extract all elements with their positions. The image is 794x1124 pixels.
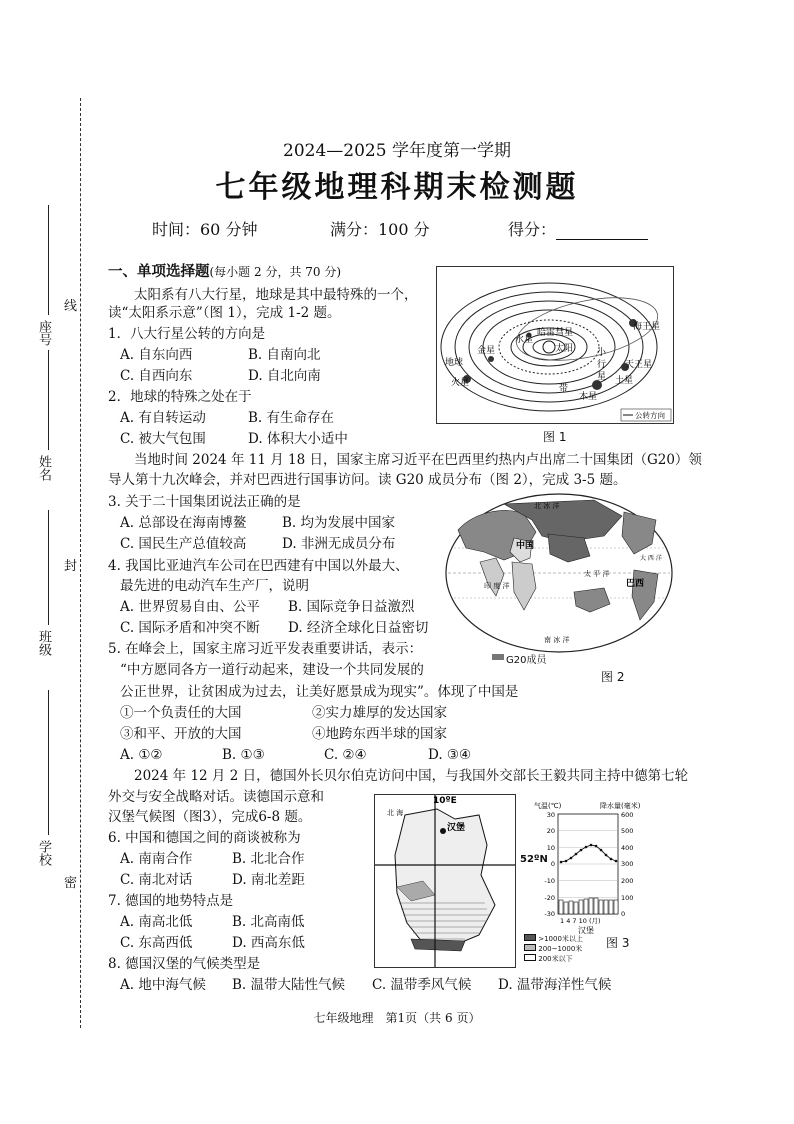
- north-sea-label: 北 海: [387, 809, 404, 817]
- q2-stem: 2．地球的特殊之处在于: [108, 389, 252, 405]
- mercury-label: 水星: [515, 335, 534, 345]
- q5-statement-3: ③和平、开放的大国: [120, 726, 242, 742]
- class-label: 班级: [36, 630, 51, 656]
- temp-tick-0: 0: [550, 860, 555, 868]
- q6-option-b[interactable]: B. 北北合作: [232, 851, 305, 867]
- q3-option-c[interactable]: C. 国民生产总值较高: [120, 536, 247, 552]
- q5-option-b[interactable]: B. ①③: [222, 747, 265, 763]
- precip-tick-300: 300: [621, 860, 634, 868]
- name-fill-line: [48, 350, 49, 450]
- q5-option-a[interactable]: A. ①②: [120, 747, 163, 763]
- mars-label: 火星: [451, 378, 470, 388]
- section-heading: [108, 263, 341, 280]
- legend-row-low: [524, 954, 592, 964]
- legend-row-mid: [524, 944, 592, 954]
- asteroid-label-1: 小: [597, 348, 607, 358]
- q1-stem: 1．八大行星公转的方向是: [108, 326, 266, 342]
- longitude-label: 10ºE: [433, 796, 457, 806]
- g20-world-map: [444, 492, 674, 654]
- intro3-line3: 汉堡气候图（图3），完成6-8 题。: [108, 809, 312, 825]
- intro1-line1: 太阳系有八大行星，地球是其中最特殊的一个，: [134, 287, 418, 303]
- q3-option-b[interactable]: B. 均为发展中国家: [282, 515, 396, 531]
- line-mark: 线: [64, 299, 78, 314]
- asteroid-label-3: 星: [597, 372, 607, 382]
- score-label: 得分：: [508, 220, 557, 239]
- intro3-line2: 外交与安全战略对话。读德国示意和: [108, 789, 324, 805]
- legend-row-high: [524, 934, 592, 944]
- orbit-direction-legend: 公转方向: [635, 411, 665, 420]
- class-fill-line: [48, 510, 49, 625]
- figure2-caption: 图 2: [601, 670, 625, 684]
- time-info: 时间：60 分钟: [152, 220, 258, 239]
- q2-option-d[interactable]: D. 体积大小适中: [248, 431, 348, 447]
- term-heading: 2024—2025 学年度第一学期: [283, 141, 511, 161]
- venus-label: 金星: [477, 346, 496, 356]
- pacific-ocean-label: 太 平 洋: [584, 570, 610, 578]
- precip-tick-500: 500: [621, 827, 634, 835]
- figure3-caption: 图 3: [606, 936, 630, 950]
- temp-tick-minus30: -30: [544, 910, 555, 918]
- legend-high-label: >1000米以上: [538, 935, 583, 943]
- precipitation-axis-title: 降水量(毫米): [600, 802, 641, 810]
- temp-tick-10: 10: [546, 844, 555, 852]
- q7-option-a[interactable]: A. 南高北低: [120, 914, 193, 930]
- saturn-label: 土星: [615, 376, 634, 386]
- legend-mid-label: 200~1000米: [538, 945, 583, 953]
- q6-option-c[interactable]: C. 南北对话: [120, 872, 193, 888]
- q2-option-a[interactable]: A. 有自转运动: [120, 410, 206, 426]
- precip-tick-100: 100: [621, 894, 634, 902]
- school-label: 学校: [36, 840, 51, 866]
- temp-tick-20: 20: [546, 827, 555, 835]
- name-label: 姓名: [36, 455, 51, 481]
- q5-statement-4: ④地跨东西半球的国家: [312, 726, 447, 742]
- hamburg-map-label: 汉堡: [447, 823, 466, 833]
- q3-stem: 3. 关于二十国集团说法正确的是: [108, 494, 301, 510]
- relief-legend: [524, 934, 592, 964]
- score-field[interactable]: [508, 217, 648, 240]
- q5-statement-2: ②实力雄厚的发达国家: [312, 705, 447, 721]
- china-label: 中国: [516, 541, 535, 551]
- q1-option-c[interactable]: C. 自西向东: [120, 368, 193, 384]
- halley-label: 哈雷彗星: [537, 328, 574, 338]
- temperature-axis-title: 气温(℃): [534, 802, 562, 810]
- q1-option-d[interactable]: D. 自北向南: [248, 368, 321, 384]
- exam-title: 七年级地理科期末检测题: [215, 170, 579, 205]
- q5-statement-1: ①一个负责任的大国: [120, 705, 242, 721]
- q4-option-d[interactable]: D. 经济全球化日益密切: [288, 620, 429, 636]
- q4-stem-line1: 4. 我国比亚迪汽车公司在巴西建有中国以外最大、: [108, 558, 409, 574]
- section-title: 一、单项选择题: [108, 263, 210, 280]
- q2-option-c[interactable]: C. 被大气包围: [120, 431, 206, 447]
- q6-stem: 6. 中国和德国之间的商谈被称为: [108, 830, 301, 846]
- score-blank[interactable]: [556, 225, 648, 240]
- q8-option-b[interactable]: B. 温带大陆性气候: [232, 977, 346, 993]
- page-footer: 七年级地理 第1页（共 6 页）: [313, 1011, 481, 1025]
- g20-legend-swatch: [492, 654, 504, 660]
- q3-option-a[interactable]: A. 总部设在海南博鳌: [120, 515, 247, 531]
- q5-stem: 5. 在峰会上，国家主席习近平发表重要讲话，表示：: [108, 641, 423, 657]
- indian-ocean-label: 印 度 洋: [484, 582, 510, 590]
- q8-option-c[interactable]: C. 温带季风气候: [372, 977, 472, 993]
- brazil-label: 巴西: [626, 579, 645, 589]
- precip-tick-600: 600: [621, 811, 634, 819]
- precip-tick-200: 200: [621, 877, 634, 885]
- intro2-line1: 当地时间 2024 年 11 月 18 日，国家主席习近平在巴西里约热内卢出席二十国集团（G20）领: [134, 452, 702, 468]
- earth-label: 地球: [445, 358, 464, 368]
- latitude-label: 52ºN: [520, 854, 548, 865]
- q4-option-c[interactable]: C. 国际矛盾和冲突不断: [120, 620, 260, 636]
- q8-stem: 8. 德国汉堡的气候类型是: [108, 956, 261, 972]
- q7-stem: 7. 德国的地势特点是: [108, 893, 234, 909]
- q1-option-b[interactable]: B. 自南向北: [248, 347, 321, 363]
- uranus-label: 天王星: [625, 360, 653, 370]
- school-fill-line: [48, 690, 49, 835]
- q4-option-a[interactable]: A. 世界贸易自由、公平: [120, 599, 260, 615]
- climate-chart-city: 汉堡: [578, 926, 594, 935]
- seal-mark: 封: [64, 559, 78, 574]
- solar-system-diagram: [437, 267, 673, 423]
- arctic-ocean-label: 北 冰 洋: [534, 502, 560, 510]
- temp-tick-minus10: -10: [544, 877, 555, 885]
- q5-quote-line2: 公正世界，让贫困成为过去，让美好愿景成为现实”。体现了中国是: [120, 684, 519, 700]
- q2-option-b[interactable]: B. 有生命存在: [248, 410, 335, 426]
- q5-quote-line1: “中方愿同各方一道行动起来，建设一个共同发展的: [120, 662, 424, 678]
- intro3-line1: 2024 年 12 月 2 日，德国外长贝尔伯克访问中国，与我国外交部长王毅共同主持中德第七轮: [134, 768, 689, 784]
- precip-tick-400: 400: [621, 844, 634, 852]
- intro2-line2: 导人第十九次峰会，并对巴西进行国事访问。读 G20 成员分布（图 2），完成 3-5 题。: [108, 472, 627, 488]
- figure1-caption: 图 1: [543, 430, 567, 444]
- g20-legend-label: G20成员: [506, 655, 547, 666]
- figure1-solar-system: [436, 266, 674, 424]
- q7-option-c[interactable]: C. 东高西低: [120, 935, 193, 951]
- temp-tick-30: 30: [546, 811, 555, 819]
- month-axis-ticks: 1 4 7 10 (月): [560, 917, 601, 925]
- full-score-info: 满分：100 分: [330, 220, 430, 239]
- q5-option-c[interactable]: C. ②④: [324, 747, 367, 763]
- belt-label: 带: [559, 384, 569, 394]
- q7-option-b[interactable]: B. 北高南低: [232, 914, 305, 930]
- germany-relief-map: [375, 795, 515, 967]
- legend-low-label: 200米以下: [538, 955, 573, 963]
- dense-mark: 密: [64, 876, 78, 891]
- binding-dashed-line: [80, 98, 81, 1028]
- jupiter-label: 木星: [579, 392, 598, 402]
- intro1-line2: 读“太阳系示意”（图 1），完成 1-2 题。: [108, 305, 341, 321]
- q8-option-a[interactable]: A. 地中海气候: [120, 977, 206, 993]
- q3-option-d[interactable]: D. 非洲无成员分布: [282, 536, 396, 552]
- figure2-world-map: [444, 492, 674, 654]
- q6-option-a[interactable]: A. 南南合作: [120, 851, 193, 867]
- sun-label: 太阳: [555, 344, 574, 354]
- precip-tick-0: 0: [621, 910, 626, 918]
- q4-stem-line2: 最先进的电动汽车生产厂，说明: [120, 578, 309, 594]
- atlantic-ocean-label: 大 西 洋: [640, 555, 662, 562]
- q1-option-a[interactable]: A. 自东向西: [120, 347, 193, 363]
- asteroid-label-2: 行: [597, 360, 607, 370]
- seat-fill-line: [48, 205, 49, 315]
- figure3-germany-map: [374, 794, 516, 968]
- q7-option-d[interactable]: D. 西高东低: [232, 935, 305, 951]
- neptune-label: 海王星: [633, 322, 661, 332]
- section-note: (每小题 2 分，共 70 分): [209, 265, 342, 279]
- q6-option-d[interactable]: D. 南北差距: [232, 872, 305, 888]
- q8-option-d[interactable]: D. 温带海洋性气候: [498, 977, 612, 993]
- southern-ocean-label: 南 冰 洋: [544, 636, 570, 644]
- temp-tick-minus20: -20: [544, 894, 555, 902]
- seat-label: 座号: [36, 320, 51, 346]
- q4-option-b[interactable]: B. 国际竞争日益激烈: [288, 599, 415, 615]
- q5-option-d[interactable]: D. ③④: [428, 747, 472, 763]
